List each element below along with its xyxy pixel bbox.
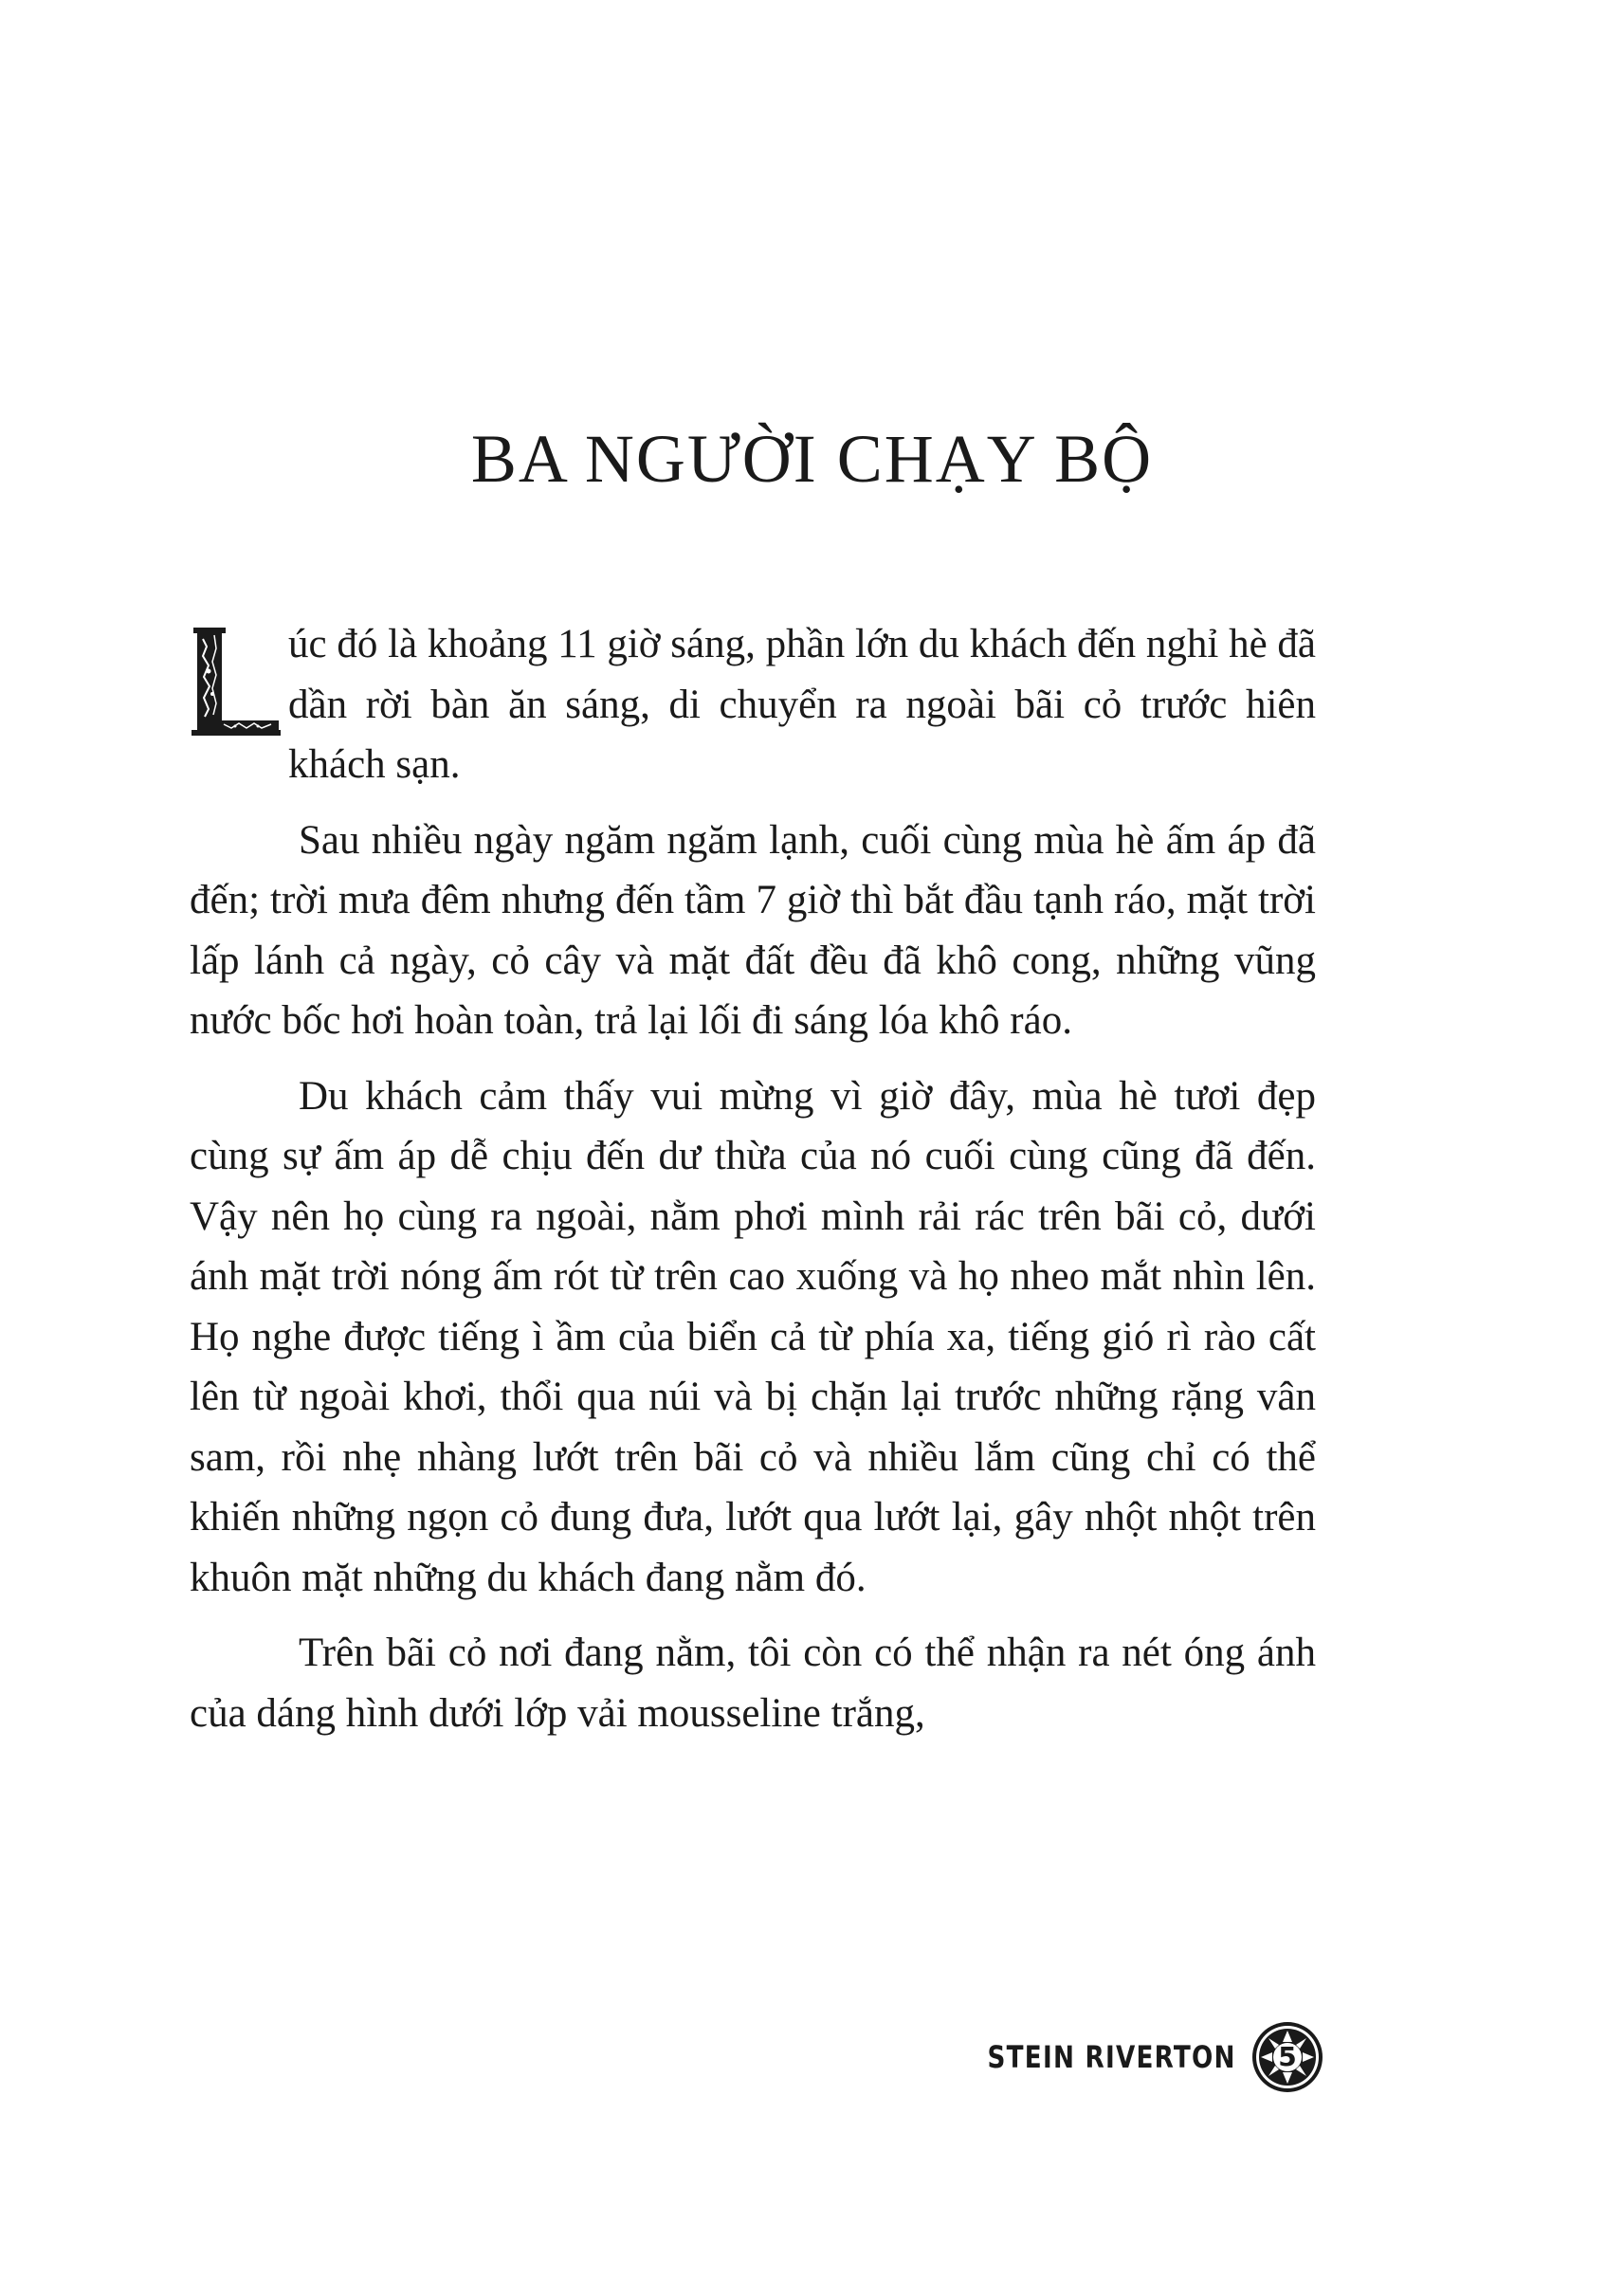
body-text	[190, 614, 1316, 1758]
first-paragraph-text: úc đó là khoảng 11 giờ sáng, phần lớn du khách đến nghỉ hè đã dần rời bàn ăn sáng, di chuyển ra ngoài bãi cỏ trước hiên khách sạn.	[288, 622, 1317, 787]
paragraph-3: Du khách cảm thấy vui mừng vì giờ đây, mùa hè tươi đẹp cùng sự ấm áp dễ chịu đến dư thừa của nó cuối cùng cũng đã đến. Vậy nên họ cùng ra ngoài, nằm phơi mình rải rác trên bãi cỏ, dưới ánh mặt trời nóng ấm rót từ trên cao xuống và họ nheo mắt nhìn lên. Họ nghe được tiếng ì ầm của biển cả từ phía xa, tiếng gió rì rào cất lên từ ngoài khơi, thổi qua núi và bị chặn lại trước những rặng vân sam, rồi nhẹ nhàng lướt trên bãi cỏ và nhiều lắm cũng chỉ có thể khiến những ngọn cỏ đung đưa, lướt qua lướt lại, gây nhột nhột trên khuôn mặt những du khách đang nằm đó.	[190, 1073, 1316, 1600]
paragraph-4: Trên bãi cỏ nơi đang nằm, tôi còn có thể nhận ra nét óng ánh của dáng hình dưới lớp vải mousseline trắng,	[190, 1631, 1316, 1736]
chapter-title: BA NGƯỜI CHẠY BỘ	[470, 421, 1154, 497]
page-footer	[933, 2019, 1325, 2095]
paragraph-2: Sau nhiều ngày ngăm ngăm lạnh, cuối cùng mùa hè ấm áp đã đến; trời mưa đêm nhưng đến tầm 7 giờ thì bắt đầu tạnh ráo, mặt trời lấp lánh cả ngày, cỏ cây và mặt đất đều đã khô cong, những vũng nước bốc hơi hoàn toàn, trả lại lối đi sáng lóa khô ráo.	[190, 817, 1316, 1043]
drop-cap	[190, 628, 283, 739]
decorative-drop-cap-letter	[190, 628, 283, 739]
paragraph-1	[190, 614, 1316, 795]
author-name: STEIN RIVERTON	[987, 2039, 1236, 2075]
page-number: 5	[1278, 2041, 1297, 2072]
drop-cap-letter	[190, 739, 191, 740]
page-number-badge	[1250, 2019, 1325, 2095]
